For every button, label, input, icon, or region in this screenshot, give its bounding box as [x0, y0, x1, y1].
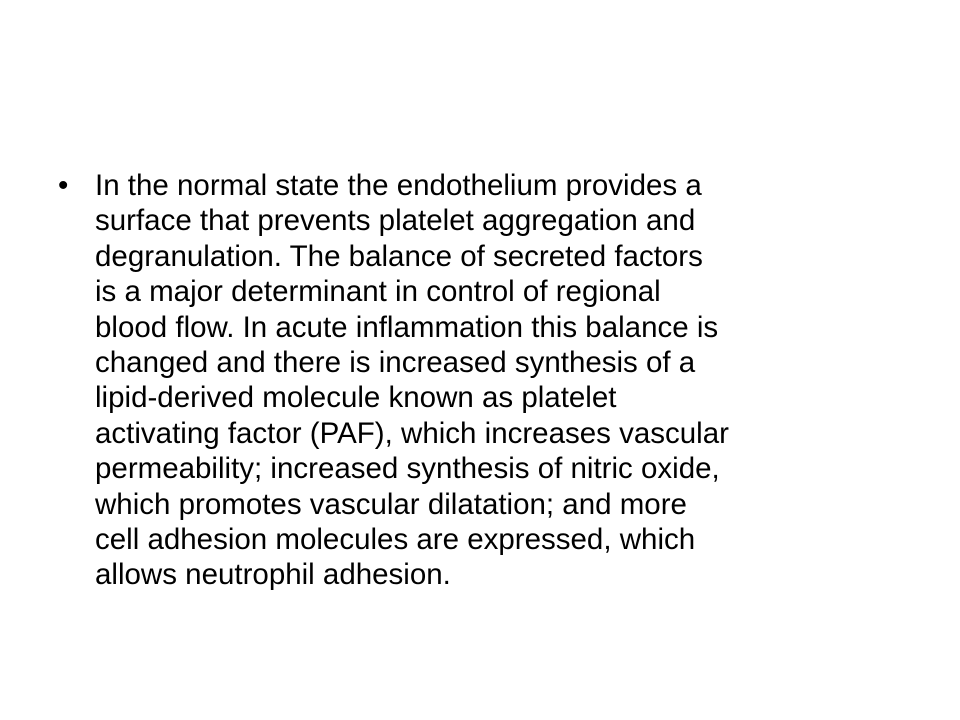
bullet-line-2: surface that prevents platelet aggregation and	[95, 204, 696, 238]
bullet-line-1: In the normal state the endothelium provides a	[95, 169, 702, 202]
bullet-line-9: permeability; increased synthesis of nitric oxide,	[95, 452, 720, 486]
bullet-line-11: cell adhesion molecules are expressed, which	[95, 523, 696, 557]
bullet-line-7: lipid-derived molecule known as platelet	[95, 381, 617, 415]
bullet-item	[58, 168, 908, 593]
bullet-line-8: activating factor (PAF), which increases vascular	[95, 416, 729, 450]
bullet-line-5: blood flow. In acute inflammation this balance is	[95, 310, 719, 344]
bullet-list	[58, 168, 908, 593]
bullet-line-12: allows neutrophil adhesion.	[95, 558, 451, 592]
bullet-line-3: degranulation. The balance of secreted factors	[95, 239, 703, 273]
bullet-marker: •	[58, 169, 69, 202]
bullet-line-6: changed and there is increased synthesis of a	[95, 346, 696, 380]
bullet-line-10: which promotes vascular dilatation; and more	[95, 487, 687, 521]
bullet-line-4: is a major determinant in control of regional	[95, 275, 661, 309]
